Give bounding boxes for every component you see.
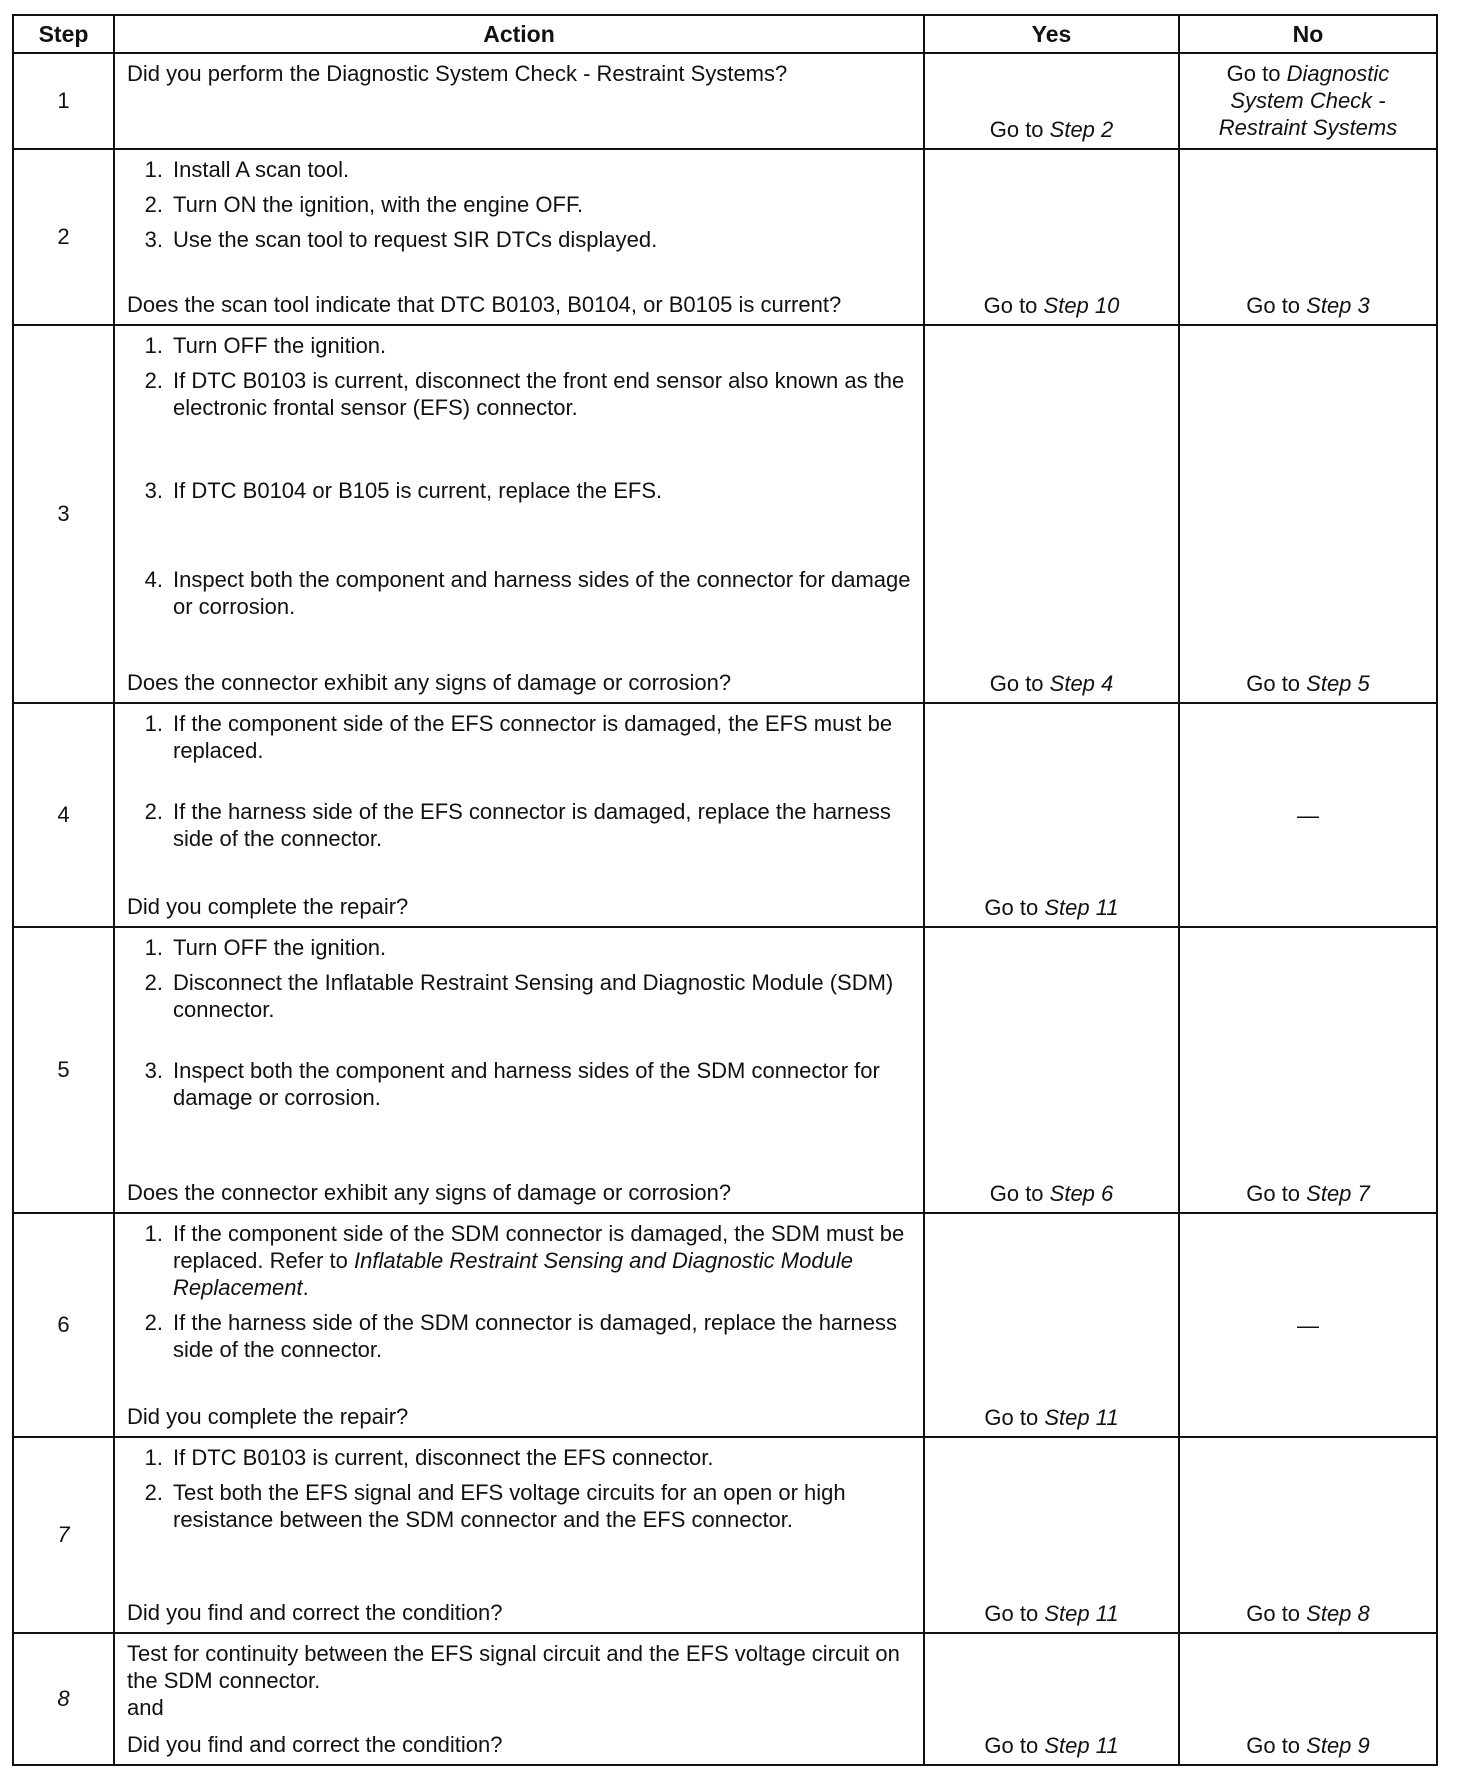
no-cell[interactable] [1179,53,1437,149]
list-item: 2. Disconnect the Inflatable Restraint Sensing and Diagnostic Module (SDM) connector. [144,970,894,1022]
list-item: 2. If the harness side of the EFS connector is damaged, replace the harness side of the connector. [144,799,891,851]
no-prefix: Go to [1246,671,1307,696]
action-and: and [127,1695,164,1720]
no-prefix: Go to [1246,1181,1307,1206]
action-intro: Test for continuity between the EFS signal circuit and the EFS voltage circuit on the SDM connector. [127,1641,900,1693]
step-number: 5 [13,927,114,1213]
yes-prefix: Go to [984,1601,1045,1626]
action-question: Did you find and correct the condition? [127,1600,503,1625]
step-number: 6 [13,1213,114,1437]
action-list [127,1220,911,1371]
table-row [13,53,1437,149]
yes-cell[interactable] [924,53,1179,149]
yes-prefix: Go to [989,117,1050,142]
action-list [127,710,911,860]
no-link[interactable]: Step 3 [1306,293,1370,318]
yes-cell[interactable] [924,325,1179,703]
yes-link[interactable]: Step 11 [1044,895,1119,920]
list-item: 4. Inspect both the component and harness sides of the connector for damage or corrosion. [144,567,911,619]
header-row [13,15,1437,53]
no-prefix: Go to [1226,61,1287,86]
action-cell [114,1437,924,1633]
action-cell [114,1213,924,1437]
action-cell [114,53,924,149]
list-item: 2. Test both the EFS signal and EFS voltage circuits for an open or high resistance between the SDM connector and the EFS connector. [144,1480,846,1532]
list-item: 2. Turn ON the ignition, with the engine OFF. [144,192,584,217]
list-item: 2. If the harness side of the SDM connector is damaged, replace the harness side of the connector. [144,1310,897,1362]
list-item: 1. If the component side of the SDM connector is damaged, the SDM must be replaced. Refer to Inflatable Restraint Sensing and Diagnostic Module Replacement. [144,1221,905,1300]
header-yes: Yes [924,15,1179,53]
table-row [13,703,1437,927]
no-cell [1179,703,1437,927]
list-item: 3. Use the scan tool to request SIR DTCs displayed. [144,227,658,252]
table-row [13,149,1437,325]
no-prefix: Go to [1246,1733,1307,1758]
action-intro: Did you perform the Diagnostic System Check - Restraint Systems? [127,61,788,86]
step-number: 4 [13,703,114,927]
yes-prefix: Go to [983,293,1044,318]
no-dash: — [1297,802,1319,828]
action-list [127,156,911,261]
yes-cell[interactable] [924,1437,1179,1633]
list-item: 1. Turn OFF the ignition. [144,333,387,358]
yes-prefix: Go to [984,895,1045,920]
table-row [13,325,1437,703]
step-number: 8 [13,1633,114,1765]
yes-cell[interactable] [924,703,1179,927]
table-row [13,927,1437,1213]
header-action: Action [114,15,924,53]
no-cell[interactable] [1179,325,1437,703]
no-prefix: Go to [1246,293,1307,318]
list-item: 1. If DTC B0103 is current, disconnect the EFS connector. [144,1445,714,1470]
yes-link[interactable]: Step 11 [1044,1601,1119,1626]
no-cell[interactable] [1179,927,1437,1213]
yes-cell[interactable] [924,149,1179,325]
action-cell [114,149,924,325]
action-question: Did you complete the repair? [127,894,409,919]
yes-link[interactable]: Step 2 [1049,117,1114,142]
action-question: Did you find and correct the condition? [127,1732,503,1757]
action-cell [114,703,924,927]
table-row [13,1437,1437,1633]
no-cell[interactable] [1179,149,1437,325]
action-cell [114,1633,924,1765]
table-row [13,1633,1437,1765]
header-step: Step [13,15,114,53]
action-list [127,1444,911,1541]
no-link[interactable]: Diagnostic System Check - Restraint Systems [1218,61,1398,140]
list-item: 2. If DTC B0103 is current, disconnect the front end sensor also known as the electronic frontal sensor (EFS) connector. [144,368,905,420]
no-link[interactable]: Step 8 [1306,1601,1370,1626]
no-link[interactable]: Step 5 [1306,671,1370,696]
list-item: 1. Install A scan tool. [144,157,350,182]
no-prefix: Go to [1246,1601,1307,1626]
action-cell [114,927,924,1213]
no-cell [1179,1213,1437,1437]
step-number: 3 [13,325,114,703]
action-cell [114,325,924,703]
yes-link[interactable]: Step 6 [1049,1181,1114,1206]
yes-link[interactable]: Step 10 [1043,293,1120,318]
list-item: 1. Turn OFF the ignition. [144,935,387,960]
yes-cell[interactable] [924,927,1179,1213]
list-item: 1. If the component side of the EFS connector is damaged, the EFS must be replaced. [144,711,893,763]
no-link[interactable]: Step 9 [1306,1733,1370,1758]
action-question: Did you complete the repair? [127,1404,409,1429]
header-no: No [1179,15,1437,53]
diagnostic-table [12,14,1438,1766]
yes-cell[interactable] [924,1633,1179,1765]
action-list [127,332,911,628]
no-dash: — [1297,1312,1319,1338]
yes-prefix: Go to [984,1733,1045,1758]
list-item: 3. Inspect both the component and harness sides of the SDM connector for damage or corrosion. [144,1058,880,1110]
no-cell[interactable] [1179,1437,1437,1633]
action-question: Does the connector exhibit any signs of damage or corrosion? [127,670,732,695]
yes-link[interactable]: Step 11 [1044,1405,1119,1430]
step-number: 1 [13,53,114,149]
no-cell[interactable] [1179,1633,1437,1765]
action-list [127,934,911,1119]
yes-prefix: Go to [989,1181,1050,1206]
table-row [13,1213,1437,1437]
yes-prefix: Go to [984,1405,1045,1430]
action-question: Does the connector exhibit any signs of damage or corrosion? [127,1180,732,1205]
action-question: Does the scan tool indicate that DTC B0103, B0104, or B0105 is current? [127,292,842,317]
yes-link[interactable]: Step 4 [1049,671,1114,696]
yes-cell[interactable] [924,1213,1179,1437]
yes-link[interactable]: Step 11 [1044,1733,1119,1758]
yes-prefix: Go to [989,671,1050,696]
reference-link[interactable]: Inflatable Restraint Sensing and Diagnostic Module Replacement [173,1248,853,1300]
step-number: 2 [13,149,114,325]
no-link[interactable]: Step 7 [1306,1181,1370,1206]
list-item: 3. If DTC B0104 or B105 is current, replace the EFS. [144,478,663,503]
step-number: 7 [13,1437,114,1633]
